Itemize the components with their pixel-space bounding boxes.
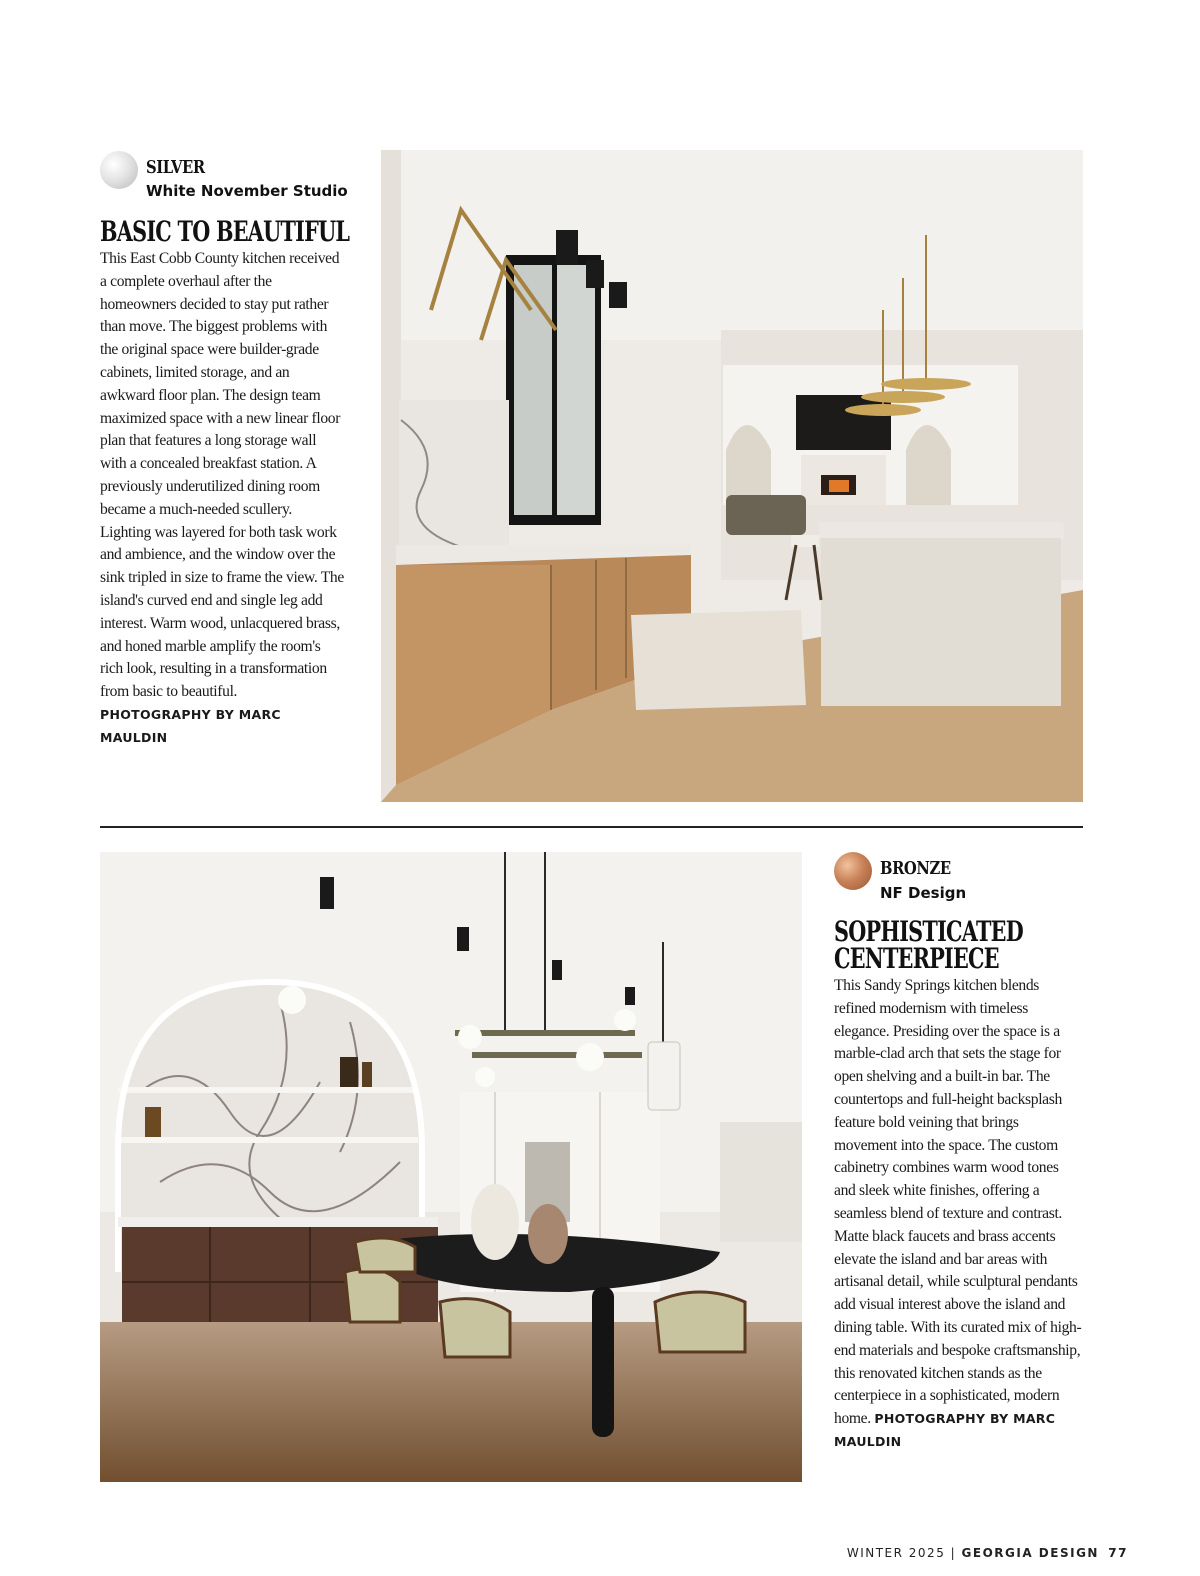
photo-credit: PHOTOGRAPHY BY MARC MAULDIN xyxy=(100,706,281,745)
bronze-medal-icon xyxy=(834,852,872,890)
article-body-text: This East Cobb County kitchen received a complete overhaul after the homeowners decided to stay put rather than move. The biggest problems with the original space were builder-grade cabinets, limited storage, and an awkward floor plan. The design team maximized space with a new linear floor plan that features a long storage wall with a concealed breakfast station. A previously underutilized dining room became a much-needed scullery. Lighting was layered for both task work and ambience, and the window over the sink tripled in size to frame the view. The island's curved end and single leg add interest. Warm wood, unlacquered brass, and honed marble amplify the room's rich look, resulting in a transformation from basic to beautiful. xyxy=(100,250,344,701)
footer-separator: | xyxy=(950,1546,957,1560)
page-number: 77 xyxy=(1108,1546,1128,1560)
headline-line-2: CENTERPIECE xyxy=(834,942,999,975)
kitchen-photo-1-image xyxy=(381,150,1083,802)
article-body xyxy=(100,248,346,750)
kitchen-photo-1 xyxy=(381,150,1083,802)
award-tier-silver: SILVER xyxy=(146,157,205,178)
photo-credit: PHOTOGRAPHY BY MARC MAULDIN xyxy=(834,1411,1056,1449)
firm-name: White November Studio xyxy=(146,182,348,200)
section-divider xyxy=(100,826,1083,828)
issue-date: WINTER 2025 xyxy=(846,1546,946,1560)
article-body-text: This Sandy Springs kitchen blends refined modernism with timeless elegance. Presiding over the space is a marble-clad arch that sets the stage for open shelving and a built-in bar. The countertops and full-height backsplash feature bold veining that brings movement into the space. The custom cabinetry combines warm wood tones and sleek white finishes, offering a seamless blend of texture and contrast. Matte black faucets and brass accents elevate the island and bar areas with artisanal detail, while sculptural pendants add visual interest above the island and dining table. With its curated mix of high-end materials and bespoke craftsmanship, this renovated kitchen stands as the centerpiece in a sophisticated, modern home. xyxy=(834,977,1082,1428)
kitchen-photo-2 xyxy=(100,852,802,1482)
kitchen-photo-2-image xyxy=(100,852,802,1482)
headline-line-1: SOPHISTICATED xyxy=(834,915,1023,948)
silver-medal-icon xyxy=(100,151,138,189)
page-footer xyxy=(847,1546,1128,1560)
article-headline: BASIC TO BEAUTIFUL xyxy=(100,215,350,248)
publication-name: GEORGIA DESIGN xyxy=(961,1546,1099,1560)
article-body xyxy=(834,975,1082,1454)
article-headline xyxy=(834,915,1023,975)
award-tier-bronze: BRONZE xyxy=(880,858,951,879)
firm-name: NF Design xyxy=(880,884,967,902)
